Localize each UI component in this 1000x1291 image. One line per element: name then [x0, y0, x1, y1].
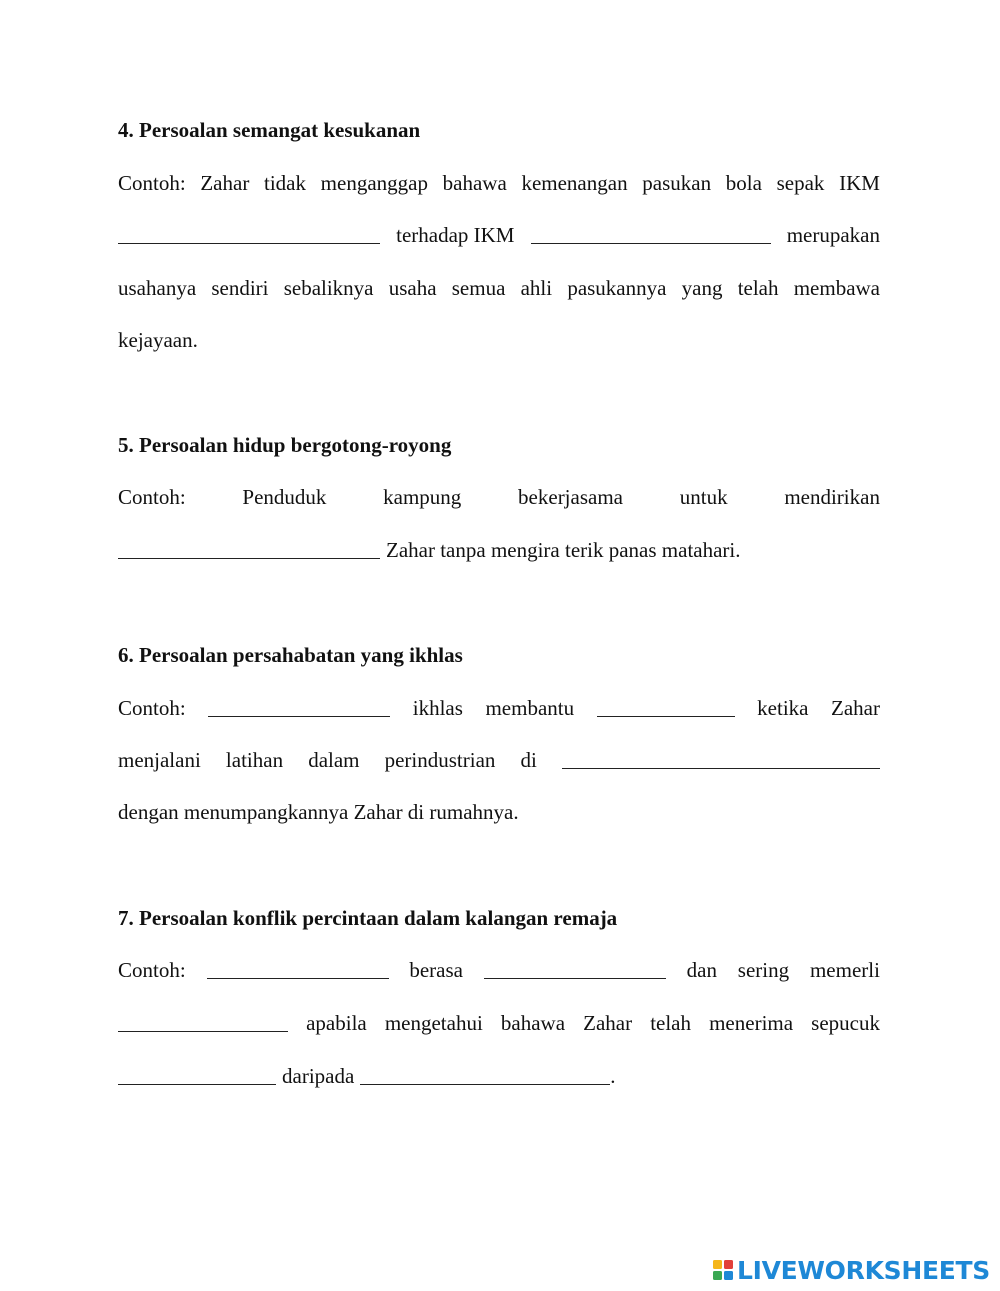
- answer-blank-7b[interactable]: [484, 960, 666, 979]
- word: dalam: [308, 748, 360, 772]
- logo-square-2: [724, 1260, 733, 1269]
- text-fragment: merupakan: [786, 223, 880, 247]
- word: mengetahui: [384, 1011, 483, 1035]
- section-4-line-4: [118, 328, 880, 353]
- word: sering: [737, 958, 790, 982]
- word: Zahar: [583, 1011, 633, 1035]
- answer-blank-4a[interactable]: [118, 225, 380, 244]
- section-4-line-1: [118, 171, 880, 196]
- answer-blank-7a[interactable]: [207, 960, 389, 979]
- section-6-line-1: [118, 696, 880, 721]
- word: memerli: [809, 958, 880, 982]
- word: IKM: [839, 171, 880, 195]
- word: menganggap: [320, 171, 428, 195]
- section-5-line-1: [118, 485, 880, 510]
- answer-blank-6b[interactable]: [597, 698, 735, 717]
- heading-section-5: 5. Persoalan hidup bergotong-royong: [118, 433, 452, 457]
- text-fragment: kejayaan.: [118, 328, 198, 352]
- word: apabila: [306, 1011, 367, 1035]
- word: berasa: [409, 958, 463, 982]
- liveworksheets-logo-text: LIVEWORKSHEETS: [736, 1255, 990, 1285]
- word: dan: [686, 958, 717, 982]
- section-5-line-2: [118, 538, 880, 563]
- section-6-line-3: [118, 800, 880, 825]
- text-fragment: Zahar tanpa mengira terik panas matahari.: [386, 538, 741, 562]
- answer-blank-5a[interactable]: [118, 540, 380, 559]
- answer-blank-6c[interactable]: [562, 750, 880, 769]
- answer-blank-7e[interactable]: [360, 1066, 610, 1085]
- answer-blank-6a[interactable]: [208, 698, 390, 717]
- word: latihan: [225, 748, 284, 772]
- answer-blank-7c[interactable]: [118, 1013, 288, 1032]
- liveworksheets-logo-icon: [713, 1260, 733, 1280]
- heading-section-7: 7. Persoalan konflik percintaan dalam kalangan remaja: [118, 906, 618, 930]
- text-fragment: daripada: [282, 1064, 355, 1088]
- section-7-line-1: [118, 958, 880, 983]
- word: bahawa: [442, 171, 507, 195]
- word: semua: [451, 276, 506, 300]
- word: usaha: [388, 276, 437, 300]
- word: ahli: [520, 276, 553, 300]
- word: usahanya: [118, 276, 197, 300]
- word: sendiri: [211, 276, 269, 300]
- word: Contoh:: [118, 696, 186, 720]
- word: Zahar: [831, 696, 880, 720]
- word: kemenangan: [521, 171, 628, 195]
- word: ketika: [757, 696, 809, 720]
- section-7-line-3: [118, 1064, 880, 1089]
- word: telah: [650, 1011, 691, 1035]
- liveworksheets-logo[interactable]: [713, 1255, 990, 1285]
- word: bahawa: [500, 1011, 566, 1035]
- word: pasukannya: [567, 276, 667, 300]
- heading-section-6: 6. Persoalan persahabatan yang ikhlas: [118, 643, 463, 667]
- word: perindustrian: [384, 748, 496, 772]
- text-fragment: .: [610, 1064, 616, 1088]
- word: di: [520, 748, 537, 772]
- word: sebaliknya: [283, 276, 374, 300]
- word: membantu: [485, 696, 575, 720]
- heading-section-4: 4. Persoalan semangat kesukanan: [118, 118, 421, 142]
- word: bola: [725, 171, 762, 195]
- answer-blank-4b[interactable]: [531, 225, 771, 244]
- word: Contoh:: [118, 171, 186, 195]
- section-4-line-2: [118, 223, 880, 248]
- word: menjalani: [118, 748, 201, 772]
- word: untuk: [679, 485, 728, 509]
- word: tidak: [264, 171, 306, 195]
- word: kampung: [383, 485, 462, 509]
- section-4-line-3: [118, 276, 880, 301]
- word: Contoh:: [118, 958, 186, 982]
- text-fragment: terhadap IKM: [396, 223, 515, 247]
- logo-square-3: [713, 1271, 722, 1280]
- word: Contoh:: [118, 485, 186, 509]
- word: telah: [737, 276, 779, 300]
- section-7-line-2: [118, 1011, 880, 1036]
- word: sepucuk: [811, 1011, 880, 1035]
- word: membawa: [793, 276, 880, 300]
- section-6-line-2: [118, 748, 880, 773]
- word: Zahar: [200, 171, 250, 195]
- word: sepak: [776, 171, 825, 195]
- word: bekerjasama: [518, 485, 623, 509]
- logo-square-1: [713, 1260, 722, 1269]
- word: mendirikan: [784, 485, 880, 509]
- word: pasukan: [642, 171, 712, 195]
- word: menerima: [709, 1011, 794, 1035]
- answer-blank-7d[interactable]: [118, 1066, 276, 1085]
- word: yang: [681, 276, 723, 300]
- word: ikhlas: [412, 696, 463, 720]
- word: Penduduk: [242, 485, 327, 509]
- logo-square-4: [724, 1271, 733, 1280]
- text-fragment: dengan menumpangkannya Zahar di rumahnya.: [118, 800, 519, 824]
